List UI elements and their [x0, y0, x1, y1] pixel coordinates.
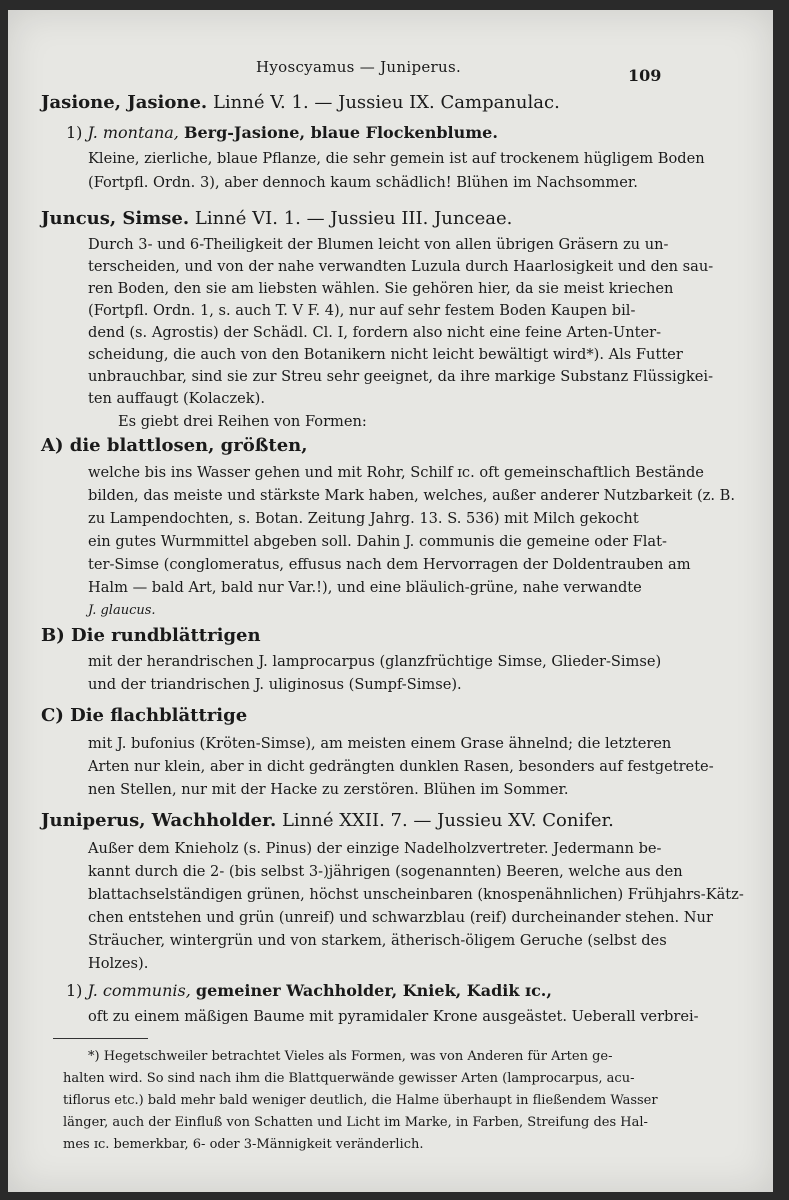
text-line: chen entstehen und grün (unreif) und schwarzblau (reif) durcheinander stehen. Nur [88, 909, 713, 926]
text-line: welche bis ins Wasser gehen und mit Rohr, Schilf ɪc. oft gemeinschaftlich Bestände [88, 464, 704, 481]
page-header [8, 58, 773, 88]
text-line: Arten nur klein, aber in dicht gedrängten dunklen Rasen, besonders auf festgetrete- [88, 758, 714, 775]
text-line: zu Lampendochten, s. Botan. Zeitung Jahrg. 13. S. 536) mit Milch gekocht [88, 510, 639, 527]
text-line: oft zu einem mäßigen Baume mit pyramidaler Krone ausgeästet. Ueberall verbrei- [88, 1008, 699, 1025]
text-line: Außer dem Knieholz (s. Pinus) der einzige Nadelholzvertreter. Jedermann be- [88, 840, 662, 857]
genus-name: Juncus, Simse. [41, 208, 190, 229]
text-line: und der triandrischen J. uliginosus (Sumpf-Simse). [88, 676, 462, 693]
text-line: J. glaucus. [88, 603, 156, 618]
text-line: ren Boden, den sie am liebsten wählen. Sie gehören hier, da sie meist kriechen [88, 280, 674, 297]
text-line: (Fortpfl. Ordn. 1, s. auch T. V F. 4), nur auf sehr festem Boden Kaupen bil- [88, 302, 636, 319]
text-line: kannt durch die 2- (bis selbst 3-)jährigen (sogenannten) Beeren, welche aus den [88, 863, 683, 880]
text-line: ter-Simse (conglomeratus, effusus nach dem Hervorragen der Doldentrauben am [88, 556, 691, 573]
footnote-rule [53, 1038, 148, 1039]
text-line: Halm — bald Art, bald nur Var.!), und eine bläulich-grüne, nahe verwandte [88, 579, 642, 596]
footnote-line: mes ɪc. bemerkbar, 6- oder 3-Männigkeit veränderlich. [63, 1137, 424, 1152]
species-number: 1) [66, 981, 83, 1000]
classification: Linné V. 1. — Jussieu IX. Campanulac. [212, 92, 560, 113]
book-page [8, 10, 773, 1192]
species-common: gemeiner Wachholder, Kniek, Kadik ɪc., [195, 981, 552, 1000]
text-line: Holzes). [88, 955, 149, 972]
genus-name: Jasione, Jasione. [41, 92, 208, 113]
series-a-heading: A) die blattlosen, größten, [41, 435, 308, 456]
text-line: ein gutes Wurmmittel abgeben soll. Dahin J. communis die gemeine oder Flat- [88, 533, 667, 550]
text-line: Kleine, zierliche, blaue Pflanze, die sehr gemein ist auf trockenem hügligem Boden [88, 150, 705, 167]
text-line: ten auffaugt (Kolaczek). [88, 390, 265, 407]
footnote-line: tiflorus etc.) bald mehr bald weniger deutlich, die Halme überhaupt in fließendem Wasser [63, 1093, 658, 1108]
species-common: Berg-Jasione, blaue Flockenblume. [183, 123, 498, 142]
series-b-heading: B) Die rundblättrigen [41, 625, 261, 646]
jasione-species [66, 125, 498, 141]
text-line: (Fortpfl. Ordn. 3), aber dennoch kaum schädlich! Blühen im Nachsommer. [88, 174, 638, 191]
text-line: blattachselständigen grünen, höchst unscheinbaren (knospenähnlichen) Frühjahrs-Kätz- [88, 886, 744, 903]
text-line: mit J. bufonius (Kröten-Simse), am meisten einem Grase ähnelnd; die letzteren [88, 735, 672, 752]
text-line: mit der herandrischen J. lamprocarpus (glanzfrüchtige Simse, Glieder-Simse) [88, 653, 662, 670]
text-line: Sträucher, wintergrün und von starkem, ätherisch-öligem Geruche (selbst des [88, 932, 667, 949]
juniperus-heading [41, 812, 614, 830]
species-number: 1) [66, 123, 83, 142]
footnote-line: länger, auch der Einfluß von Schatten und Licht im Marke, in Farben, Streifung des Hal- [63, 1115, 648, 1130]
classification: Linné VI. 1. — Jussieu III. Junceae. [194, 208, 513, 229]
genus-name: Juniperus, Wachholder. [41, 810, 277, 831]
page-number: 109 [628, 66, 662, 85]
jasione-heading [41, 94, 560, 112]
text-line: Durch 3- und 6-Theiligkeit der Blumen leicht von allen übrigen Gräsern zu un- [88, 236, 669, 253]
series-c-heading: C) Die flachblättrige [41, 705, 248, 726]
footnote-line: halten wird. So sind nach ihm die Blattquerwände gewisser Arten (lamprocarpus, acu- [63, 1071, 635, 1086]
text-line: nen Stellen, nur mit der Hacke zu zerstören. Blühen im Sommer. [88, 781, 569, 798]
text-line: unbrauchbar, sind sie zur Streu sehr geeignet, da ihre markige Substanz Flüssigkei- [88, 368, 714, 385]
text-line: Es giebt drei Reihen von Formen: [118, 413, 367, 430]
text-line: terscheiden, und von der nahe verwandten Luzula durch Haarlosigkeit und den sau- [88, 258, 714, 275]
species-latin: J. communis, [87, 981, 191, 1000]
juncus-heading [41, 210, 512, 228]
species-latin: J. montana, [87, 123, 179, 142]
running-head: Hyoscyamus — Juniperus. [256, 58, 462, 76]
footnote-line: *) Hegetschweiler betrachtet Vieles als Formen, was von Anderen für Arten ge- [88, 1049, 613, 1064]
text-line: bilden, das meiste und stärkste Mark haben, welches, außer anderer Nutzbarkeit (z. B. [88, 487, 736, 504]
text-line: scheidung, die auch von den Botanikern nicht leicht bewältigt wird*). Als Futter [88, 346, 683, 363]
text-line: dend (s. Agrostis) der Schädl. Cl. I, fordern also nicht eine feine Arten-Unter- [88, 324, 662, 341]
juniperus-species [66, 983, 552, 999]
classification: Linné XXII. 7. — Jussieu XV. Conifer. [281, 810, 614, 831]
